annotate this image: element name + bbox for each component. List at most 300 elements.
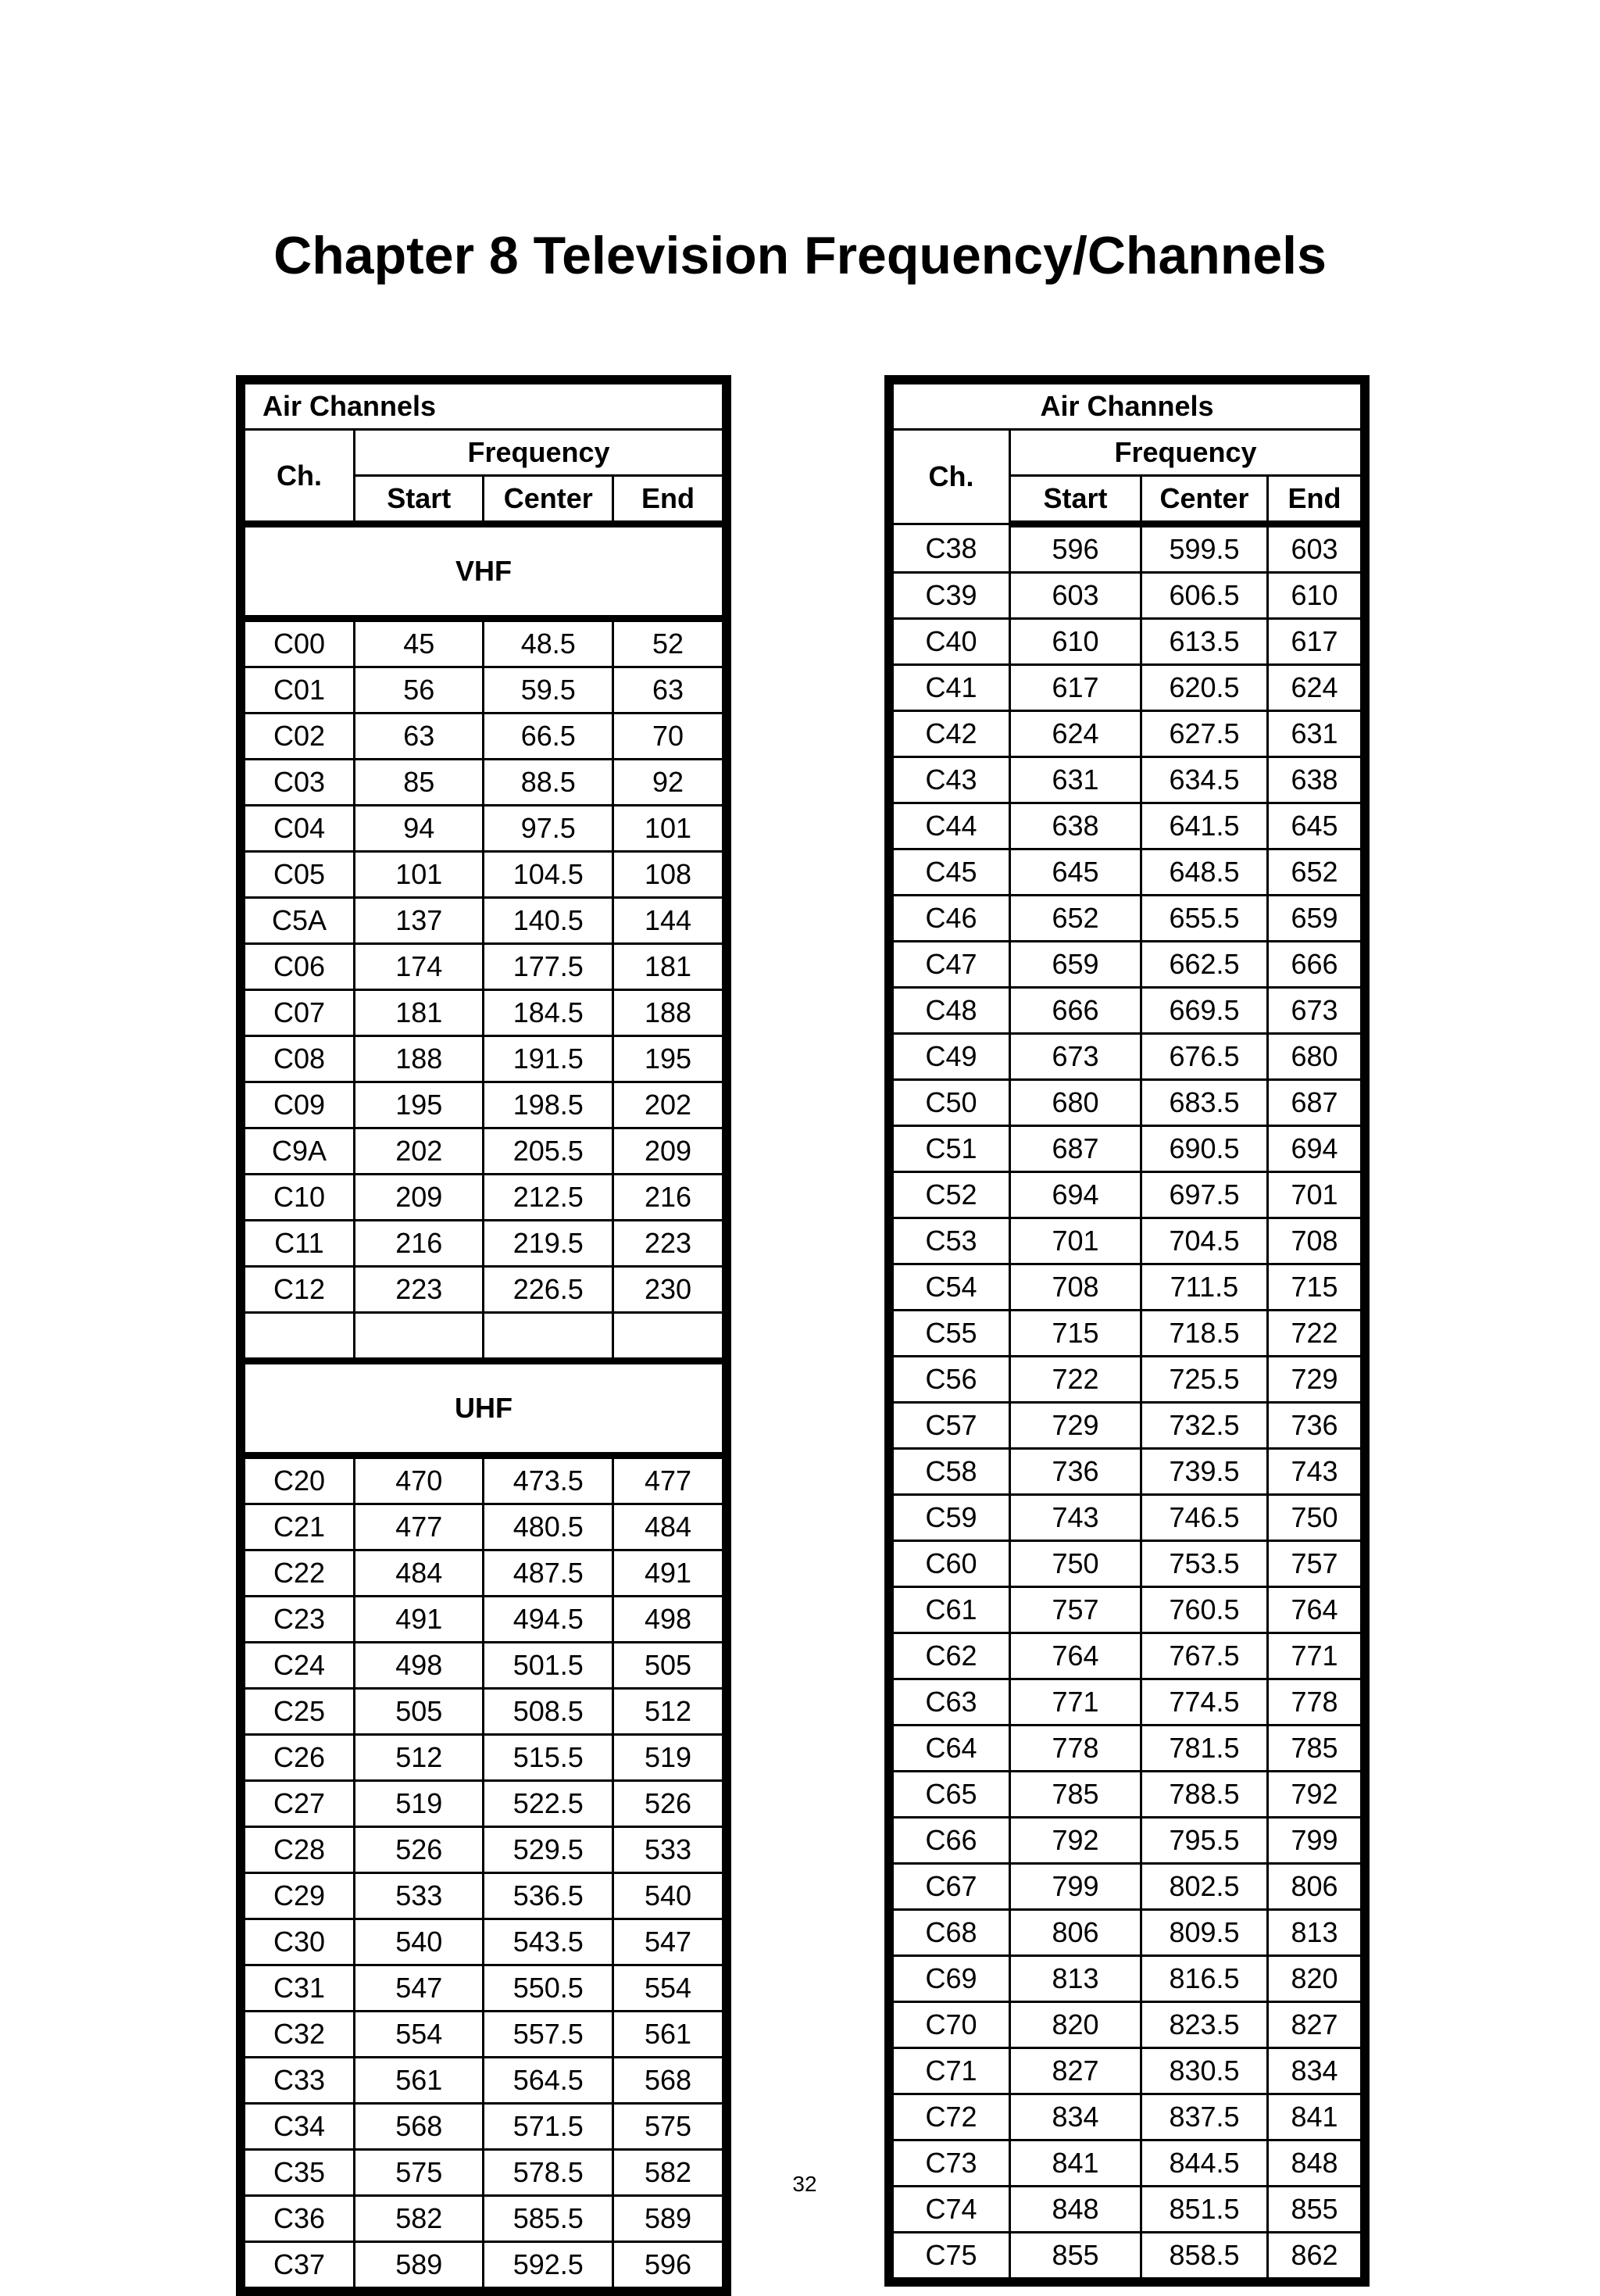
end-cell: 533 [612, 1827, 723, 1873]
start-cell: 841 [1010, 2140, 1141, 2187]
center-cell: 697.5 [1141, 1172, 1268, 1218]
table-row [893, 1403, 1362, 1449]
center-cell: 515.5 [484, 1735, 613, 1781]
center-cell: 66.5 [484, 713, 613, 760]
channel-cell: C42 [893, 711, 1010, 757]
center-cell: 627.5 [1141, 711, 1268, 757]
table-row [245, 1128, 723, 1175]
channel-cell: C59 [893, 1495, 1010, 1541]
center-cell: 760.5 [1141, 1587, 1268, 1633]
center-cell: 564.5 [484, 2058, 613, 2104]
channel-cell: C5A [245, 898, 355, 944]
start-header: Start [1010, 476, 1141, 524]
center-cell: 690.5 [1141, 1126, 1268, 1172]
channel-cell: C11 [245, 1221, 355, 1267]
table-row [893, 1080, 1362, 1126]
end-cell: 841 [1268, 2094, 1362, 2140]
start-cell: 498 [354, 1643, 484, 1689]
end-cell: 202 [612, 1082, 723, 1128]
channel-cell: C40 [893, 619, 1010, 665]
end-cell: 848 [1268, 2140, 1362, 2187]
table-row [245, 1735, 723, 1781]
center-cell: 837.5 [1141, 2094, 1268, 2140]
center-cell: 774.5 [1141, 1679, 1268, 1726]
center-cell: 718.5 [1141, 1311, 1268, 1357]
table-row [893, 2187, 1362, 2233]
table-row [245, 1456, 723, 1504]
start-cell: 771 [1010, 1679, 1141, 1726]
table-row [893, 1587, 1362, 1633]
start-cell: 708 [1010, 1264, 1141, 1311]
table-row [245, 1175, 723, 1221]
center-cell: 177.5 [484, 944, 613, 990]
center-cell: 676.5 [1141, 1034, 1268, 1080]
end-cell: 477 [612, 1456, 723, 1504]
center-cell: 711.5 [1141, 1264, 1268, 1311]
center-cell: 767.5 [1141, 1633, 1268, 1679]
start-cell: 624 [1010, 711, 1141, 757]
start-cell: 45 [354, 619, 484, 667]
center-cell: 104.5 [484, 852, 613, 898]
table-row [245, 1597, 723, 1643]
channel-cell: C44 [893, 803, 1010, 849]
start-cell: 659 [1010, 942, 1141, 988]
end-cell: 687 [1268, 1080, 1362, 1126]
table-row [245, 2012, 723, 2058]
start-cell: 617 [1010, 665, 1141, 711]
center-cell: 844.5 [1141, 2140, 1268, 2187]
center-cell: 88.5 [484, 760, 613, 806]
end-cell: 223 [612, 1221, 723, 1267]
channel-cell: C28 [245, 1827, 355, 1873]
table-row [893, 711, 1362, 757]
start-cell: 827 [1010, 2048, 1141, 2094]
end-cell: 750 [1268, 1495, 1362, 1541]
frequency-header: Frequency [354, 430, 723, 476]
table-row [245, 667, 723, 713]
end-cell: 659 [1268, 896, 1362, 942]
center-header: Center [1141, 476, 1268, 524]
center-cell: 494.5 [484, 1597, 613, 1643]
channel-cell: C30 [245, 1919, 355, 1965]
center-cell: 802.5 [1141, 1864, 1268, 1910]
table-row [893, 1449, 1362, 1495]
table-row [893, 2048, 1362, 2094]
center-cell: 613.5 [1141, 619, 1268, 665]
center-cell: 669.5 [1141, 988, 1268, 1034]
start-cell: 855 [1010, 2233, 1141, 2279]
end-cell: 715 [1268, 1264, 1362, 1311]
channel-cell: C38 [893, 524, 1010, 573]
right-channel-table [884, 375, 1370, 2287]
center-cell: 753.5 [1141, 1541, 1268, 1587]
start-cell: 547 [354, 1965, 484, 2012]
channel-cell: C01 [245, 667, 355, 713]
table-row [245, 1550, 723, 1597]
channel-cell: C36 [245, 2196, 355, 2242]
end-cell: 778 [1268, 1679, 1362, 1726]
start-cell: 750 [1010, 1541, 1141, 1587]
end-cell: 547 [612, 1919, 723, 1965]
start-cell: 491 [354, 1597, 484, 1643]
blank-cell [484, 1313, 613, 1361]
channel-cell: C66 [893, 1818, 1010, 1864]
start-cell: 610 [1010, 619, 1141, 665]
end-cell: 617 [1268, 619, 1362, 665]
table-row [893, 1172, 1362, 1218]
end-cell: 701 [1268, 1172, 1362, 1218]
end-cell: 743 [1268, 1449, 1362, 1495]
table-row [245, 852, 723, 898]
table-row [893, 1541, 1362, 1587]
start-cell: 680 [1010, 1080, 1141, 1126]
start-cell: 561 [354, 2058, 484, 2104]
center-cell: 809.5 [1141, 1910, 1268, 1956]
center-cell: 851.5 [1141, 2187, 1268, 2233]
channel-cell: C00 [245, 619, 355, 667]
channel-cell: C71 [893, 2048, 1010, 2094]
table-row [893, 1264, 1362, 1311]
channel-cell: C67 [893, 1864, 1010, 1910]
start-cell: 820 [1010, 2002, 1141, 2048]
channel-cell: C24 [245, 1643, 355, 1689]
end-cell: 101 [612, 806, 723, 852]
start-cell: 568 [354, 2104, 484, 2150]
channel-cell: C63 [893, 1679, 1010, 1726]
end-header: End [612, 476, 723, 524]
start-cell: 715 [1010, 1311, 1141, 1357]
start-cell: 174 [354, 944, 484, 990]
end-cell: 764 [1268, 1587, 1362, 1633]
channel-header: Ch. [245, 430, 355, 524]
start-cell: 554 [354, 2012, 484, 2058]
start-cell: 687 [1010, 1126, 1141, 1172]
channel-cell: C20 [245, 1456, 355, 1504]
center-cell: 48.5 [484, 619, 613, 667]
center-header: Center [484, 476, 613, 524]
start-cell: 722 [1010, 1357, 1141, 1403]
start-cell: 806 [1010, 1910, 1141, 1956]
end-cell: 519 [612, 1735, 723, 1781]
end-cell: 771 [1268, 1633, 1362, 1679]
channel-cell: C73 [893, 2140, 1010, 2187]
table-row [245, 2058, 723, 2104]
table-row [245, 1873, 723, 1919]
end-cell: 568 [612, 2058, 723, 2104]
center-cell: 781.5 [1141, 1726, 1268, 1772]
end-cell: 70 [612, 713, 723, 760]
channel-cell: C60 [893, 1541, 1010, 1587]
channel-cell: C47 [893, 942, 1010, 988]
channel-cell: C37 [245, 2242, 355, 2288]
start-header: Start [354, 476, 484, 524]
end-cell: 792 [1268, 1772, 1362, 1818]
end-cell: 694 [1268, 1126, 1362, 1172]
table-row [893, 1034, 1362, 1080]
end-cell: 862 [1268, 2233, 1362, 2279]
blank-cell [354, 1313, 484, 1361]
center-cell: 683.5 [1141, 1080, 1268, 1126]
channel-cell: C07 [245, 990, 355, 1036]
channel-cell: C62 [893, 1633, 1010, 1679]
end-cell: 729 [1268, 1357, 1362, 1403]
channel-cell: C02 [245, 713, 355, 760]
end-cell: 209 [612, 1128, 723, 1175]
end-cell: 92 [612, 760, 723, 806]
table-row [245, 1504, 723, 1550]
start-cell: 470 [354, 1456, 484, 1504]
start-cell: 216 [354, 1221, 484, 1267]
start-cell: 540 [354, 1919, 484, 1965]
channel-cell: C27 [245, 1781, 355, 1827]
center-cell: 620.5 [1141, 665, 1268, 711]
channel-cell: C03 [245, 760, 355, 806]
table-row [245, 1221, 723, 1267]
channel-cell: C22 [245, 1550, 355, 1597]
table-row [893, 1679, 1362, 1726]
channel-cell: C25 [245, 1689, 355, 1735]
table-row [893, 1864, 1362, 1910]
start-cell: 505 [354, 1689, 484, 1735]
center-cell: 704.5 [1141, 1218, 1268, 1264]
start-cell: 673 [1010, 1034, 1141, 1080]
channel-cell: C29 [245, 1873, 355, 1919]
center-cell: 746.5 [1141, 1495, 1268, 1541]
start-cell: 101 [354, 852, 484, 898]
table-row [245, 713, 723, 760]
center-cell: 550.5 [484, 1965, 613, 2012]
channel-cell: C41 [893, 665, 1010, 711]
table-row [893, 1126, 1362, 1172]
start-cell: 484 [354, 1550, 484, 1597]
center-cell: 592.5 [484, 2242, 613, 2288]
channel-cell: C26 [245, 1735, 355, 1781]
center-cell: 536.5 [484, 1873, 613, 1919]
table-row [245, 990, 723, 1036]
center-cell: 184.5 [484, 990, 613, 1036]
channel-cell: C51 [893, 1126, 1010, 1172]
channel-cell: C06 [245, 944, 355, 990]
center-cell: 578.5 [484, 2150, 613, 2196]
center-cell: 823.5 [1141, 2002, 1268, 2048]
start-cell: 834 [1010, 2094, 1141, 2140]
start-cell: 645 [1010, 849, 1141, 896]
channel-cell: C31 [245, 1965, 355, 2012]
center-cell: 97.5 [484, 806, 613, 852]
center-cell: 473.5 [484, 1456, 613, 1504]
end-cell: 603 [1268, 524, 1362, 573]
table-row [893, 524, 1362, 573]
start-cell: 701 [1010, 1218, 1141, 1264]
center-cell: 662.5 [1141, 942, 1268, 988]
table-row [245, 1919, 723, 1965]
end-cell: 195 [612, 1036, 723, 1082]
end-cell: 554 [612, 1965, 723, 2012]
start-cell: 63 [354, 713, 484, 760]
start-cell: 666 [1010, 988, 1141, 1034]
end-cell: 820 [1268, 1956, 1362, 2002]
start-cell: 526 [354, 1827, 484, 1873]
channel-cell: C72 [893, 2094, 1010, 2140]
end-cell: 561 [612, 2012, 723, 2058]
channel-cell: C34 [245, 2104, 355, 2150]
table-row [245, 1643, 723, 1689]
table-row [245, 1827, 723, 1873]
start-cell: 575 [354, 2150, 484, 2196]
page-title: Chapter 8 Television Frequency/Channels [273, 226, 1327, 285]
channel-cell: C35 [245, 2150, 355, 2196]
air-channels-header: Air Channels [245, 384, 723, 430]
table-row [893, 896, 1362, 942]
table-row [893, 803, 1362, 849]
table-row [245, 1267, 723, 1313]
center-cell: 59.5 [484, 667, 613, 713]
table-row [893, 1818, 1362, 1864]
channel-cell: C69 [893, 1956, 1010, 2002]
end-cell: 736 [1268, 1403, 1362, 1449]
channel-cell: C53 [893, 1218, 1010, 1264]
end-cell: 827 [1268, 2002, 1362, 2048]
center-cell: 529.5 [484, 1827, 613, 1873]
start-cell: 813 [1010, 1956, 1141, 2002]
start-cell: 757 [1010, 1587, 1141, 1633]
end-cell: 610 [1268, 573, 1362, 619]
end-cell: 624 [1268, 665, 1362, 711]
table-row [893, 1311, 1362, 1357]
left-channel-table [236, 375, 731, 2296]
end-cell: 498 [612, 1597, 723, 1643]
channel-header: Ch. [893, 430, 1010, 524]
center-cell: 191.5 [484, 1036, 613, 1082]
table-row [245, 760, 723, 806]
start-cell: 85 [354, 760, 484, 806]
end-cell: 799 [1268, 1818, 1362, 1864]
channel-cell: C32 [245, 2012, 355, 2058]
channel-cell: C10 [245, 1175, 355, 1221]
channel-cell: C68 [893, 1910, 1010, 1956]
start-cell: 195 [354, 1082, 484, 1128]
end-cell: 484 [612, 1504, 723, 1550]
table-row [245, 2104, 723, 2150]
table-row [893, 1495, 1362, 1541]
end-cell: 855 [1268, 2187, 1362, 2233]
center-cell: 816.5 [1141, 1956, 1268, 2002]
channel-cell: C48 [893, 988, 1010, 1034]
blank-row [245, 1313, 723, 1361]
start-cell: 202 [354, 1128, 484, 1175]
channel-cell: C57 [893, 1403, 1010, 1449]
end-cell: 680 [1268, 1034, 1362, 1080]
page-number: 32 [792, 2172, 817, 2196]
channel-cell: C43 [893, 757, 1010, 803]
end-cell: 785 [1268, 1726, 1362, 1772]
end-cell: 722 [1268, 1311, 1362, 1357]
channel-cell: C04 [245, 806, 355, 852]
table-row [893, 1956, 1362, 2002]
channel-cell: C65 [893, 1772, 1010, 1818]
table-row [245, 1965, 723, 2012]
center-cell: 606.5 [1141, 573, 1268, 619]
channel-cell: C08 [245, 1036, 355, 1082]
end-cell: 52 [612, 619, 723, 667]
table-row [893, 2094, 1362, 2140]
end-cell: 806 [1268, 1864, 1362, 1910]
table-row [893, 619, 1362, 665]
start-cell: 603 [1010, 573, 1141, 619]
end-cell: 63 [612, 667, 723, 713]
table-row [893, 988, 1362, 1034]
table-row [893, 942, 1362, 988]
blank-cell [245, 1313, 355, 1361]
end-cell: 181 [612, 944, 723, 990]
center-cell: 501.5 [484, 1643, 613, 1689]
channel-cell: C45 [893, 849, 1010, 896]
uhf-section-label: UHF [245, 1361, 723, 1456]
blank-cell [612, 1313, 723, 1361]
channel-cell: C55 [893, 1311, 1010, 1357]
channel-cell: C09 [245, 1082, 355, 1128]
center-cell: 487.5 [484, 1550, 613, 1597]
center-cell: 830.5 [1141, 2048, 1268, 2094]
start-cell: 848 [1010, 2187, 1141, 2233]
table-row [245, 1689, 723, 1735]
table-row [893, 757, 1362, 803]
table-row [245, 1036, 723, 1082]
channel-cell: C61 [893, 1587, 1010, 1633]
table-row [893, 2140, 1362, 2187]
channel-cell: C39 [893, 573, 1010, 619]
vhf-section-label: VHF [245, 524, 723, 619]
start-cell: 736 [1010, 1449, 1141, 1495]
table-row [893, 2002, 1362, 2048]
end-cell: 108 [612, 852, 723, 898]
center-cell: 571.5 [484, 2104, 613, 2150]
channel-cell: C52 [893, 1172, 1010, 1218]
table-row [893, 849, 1362, 896]
table-row [245, 1781, 723, 1827]
end-cell: 708 [1268, 1218, 1362, 1264]
center-cell: 585.5 [484, 2196, 613, 2242]
channel-cell: C75 [893, 2233, 1010, 2279]
center-cell: 795.5 [1141, 1818, 1268, 1864]
channel-cell: C74 [893, 2187, 1010, 2233]
end-cell: 582 [612, 2150, 723, 2196]
center-cell: 508.5 [484, 1689, 613, 1735]
channel-cell: C21 [245, 1504, 355, 1550]
table-row [893, 2233, 1362, 2279]
center-cell: 655.5 [1141, 896, 1268, 942]
channel-cell: C23 [245, 1597, 355, 1643]
channel-cell: C46 [893, 896, 1010, 942]
start-cell: 209 [354, 1175, 484, 1221]
table-row [893, 1357, 1362, 1403]
center-cell: 205.5 [484, 1128, 613, 1175]
table-row [245, 944, 723, 990]
center-cell: 219.5 [484, 1221, 613, 1267]
end-cell: 540 [612, 1873, 723, 1919]
table-row [245, 898, 723, 944]
center-cell: 226.5 [484, 1267, 613, 1313]
center-cell: 140.5 [484, 898, 613, 944]
end-cell: 589 [612, 2196, 723, 2242]
channel-cell: C12 [245, 1267, 355, 1313]
end-cell: 652 [1268, 849, 1362, 896]
start-cell: 137 [354, 898, 484, 944]
table-row [893, 1726, 1362, 1772]
start-cell: 778 [1010, 1726, 1141, 1772]
end-cell: 813 [1268, 1910, 1362, 1956]
end-cell: 512 [612, 1689, 723, 1735]
